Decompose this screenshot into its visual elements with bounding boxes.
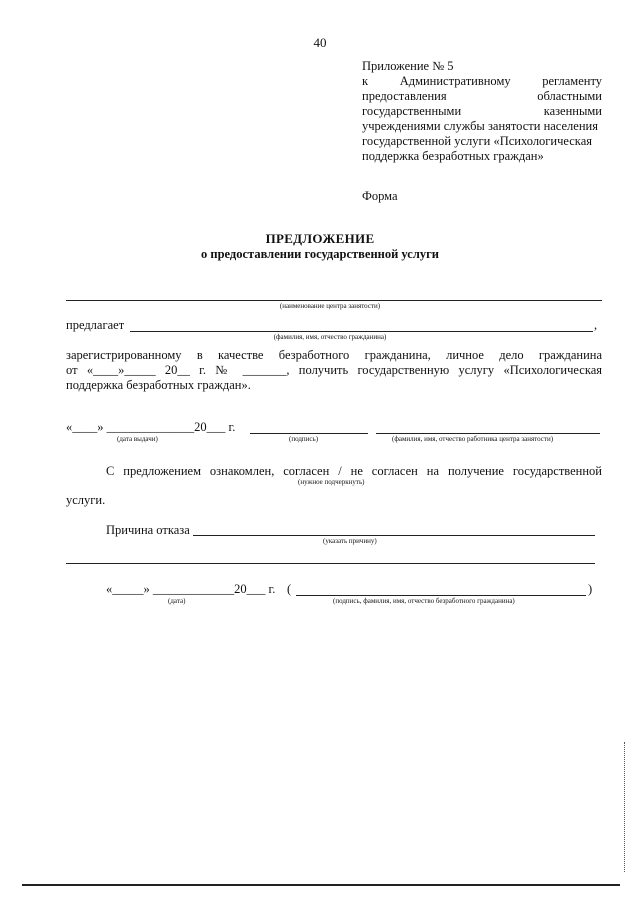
final-close-paren: ) bbox=[588, 582, 593, 596]
citizen-name-caption: (фамилия, имя, отчество гражданина) bbox=[273, 333, 387, 341]
footer-rule bbox=[22, 884, 620, 886]
issue-date-field[interactable]: «____» ______________20___ г. bbox=[66, 420, 236, 434]
document-subtitle: о предоставлении государственной услуги bbox=[201, 247, 439, 261]
refusal-reason-field-line[interactable] bbox=[193, 535, 595, 536]
appendix-line-6: государственной услуги «Психологическая bbox=[362, 134, 592, 148]
signature-caption: (подпись) bbox=[289, 435, 319, 443]
appendix-line-7: поддержка безработных граждан» bbox=[362, 149, 544, 163]
employee-name-field-line[interactable] bbox=[376, 433, 600, 434]
appendix-line-4: государственными казенными bbox=[362, 104, 602, 118]
issue-date-caption: (дата выдачи) bbox=[117, 435, 158, 443]
page-number: 40 bbox=[313, 35, 327, 50]
citizen-name-field-line[interactable] bbox=[130, 331, 593, 332]
refusal-caption: (указать причину) bbox=[323, 537, 377, 545]
body-line-3: поддержка безработных граждан». bbox=[66, 378, 251, 392]
offers-comma: , bbox=[594, 318, 598, 332]
appendix-line-3: предоставления областными bbox=[362, 89, 602, 103]
acquainted-line-2: услуги. bbox=[66, 493, 106, 507]
scan-edge-mark bbox=[624, 742, 625, 872]
document-title: ПРЕДЛОЖЕНИЕ bbox=[265, 231, 375, 246]
body-line-2: от «____»_____ 20__ г. № _______, получить государственную услугу «Психологическая bbox=[66, 363, 602, 377]
acquainted-line-1: С предложением ознакомлен, согласен / не согласен на получение государственной bbox=[106, 464, 602, 478]
body-line-1: зарегистрированному в качестве безработного гражданина, личное дело гражданина bbox=[66, 348, 602, 362]
form-label: Форма bbox=[362, 189, 398, 203]
unemployed-signature-caption: (подпись, фамилия, имя, отчество безработного гражданина) bbox=[333, 597, 515, 605]
final-date-caption: (дата) bbox=[168, 597, 186, 605]
offers-label: предлагает bbox=[66, 318, 125, 332]
appendix-line-5: учреждениями службы занятости населения bbox=[362, 119, 598, 133]
refusal-label: Причина отказа bbox=[106, 523, 190, 537]
appendix-line-1: Приложение № 5 bbox=[362, 59, 454, 73]
final-open-paren: ( bbox=[287, 582, 292, 596]
unemployed-signature-field-line[interactable] bbox=[296, 595, 586, 596]
refusal-reason-extra-line[interactable] bbox=[66, 563, 595, 564]
appendix-line-2: к Административному регламенту bbox=[362, 74, 602, 88]
employment-center-field-line[interactable] bbox=[66, 300, 602, 301]
employee-name-caption: (фамилия, имя, отчество работника центра занятости) bbox=[392, 435, 554, 443]
final-date-field[interactable]: «_____» _____________20___ г. bbox=[106, 582, 276, 596]
underline-caption: (нужное подчеркнуть) bbox=[298, 478, 365, 486]
employment-center-caption: (наименование центра занятости) bbox=[279, 302, 381, 310]
signature-field-line[interactable] bbox=[250, 433, 368, 434]
